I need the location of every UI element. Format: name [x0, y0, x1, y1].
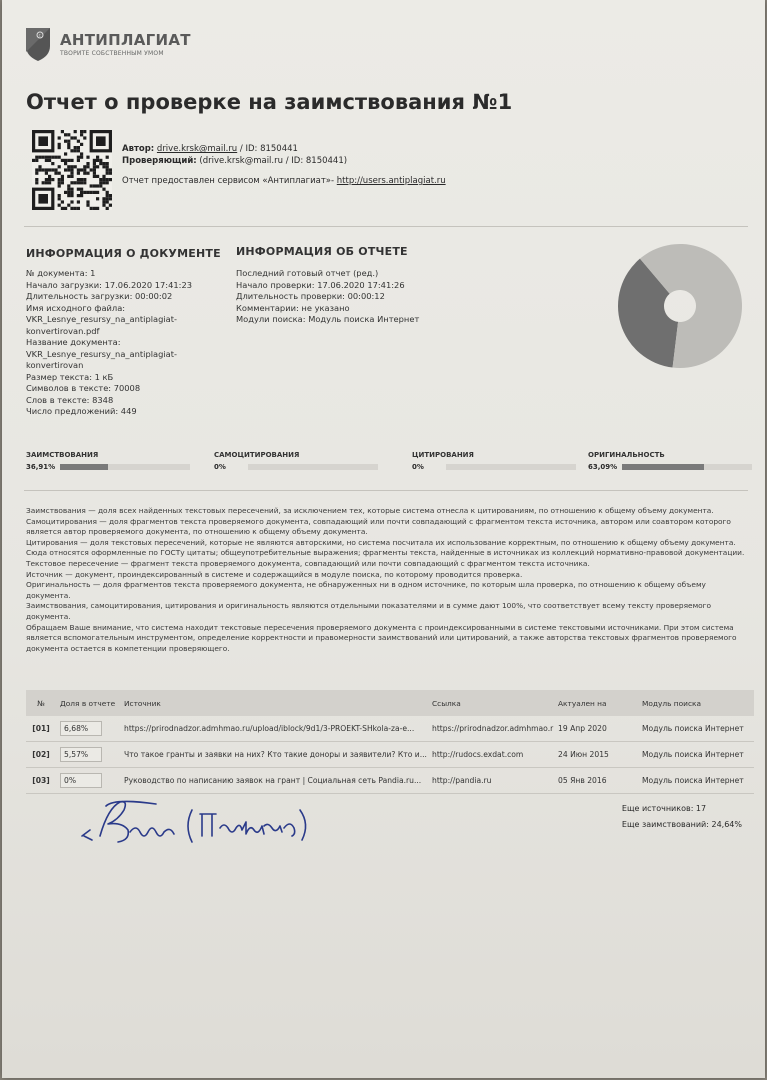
- source-share-cell: [56, 716, 120, 742]
- metric-value: 0%: [412, 463, 424, 471]
- info-line: № документа: 1: [26, 268, 96, 278]
- metric-2: [214, 451, 394, 471]
- metric-bar-fill: [60, 464, 108, 470]
- glossary-paragraph: Оригинальность — доля фрагментов текста проверяемого документа, не обнаруженных ни в одном источнике, по которым шла проверка, по отношению к общему объему документа.: [26, 580, 706, 600]
- antiplagiat-logo: [24, 26, 191, 62]
- checker-label: Проверяющий:: [122, 156, 197, 166]
- more-sources: Еще источников: 17: [621, 804, 707, 813]
- info-line: Длительность загрузки: 00:00:02: [26, 291, 173, 301]
- info-line: Начало проверки: 17.06.2020 17:41:26: [236, 279, 405, 290]
- author-line: [122, 143, 446, 155]
- table-row[interactable]: [26, 742, 754, 768]
- info-line: konvertirovan: [26, 360, 84, 370]
- author-label: Автор:: [122, 144, 155, 154]
- source-title[interactable]: Что такое гранты и заявки на них? Кто такие доноры и заявители? Кто и...: [120, 742, 428, 768]
- source-share: 0%: [60, 773, 102, 788]
- metric-bar: [60, 464, 190, 470]
- info-line: Имя исходного файла:: [26, 302, 126, 313]
- source-num: [02]: [26, 742, 56, 768]
- service-text: Отчет предоставлен сервисом «Антиплагиат»-: [122, 176, 337, 186]
- metric-label: ЗАИМСТВОВАНИЯ: [26, 451, 99, 459]
- handwritten-signature: [78, 796, 338, 854]
- source-date: 24 Июн 2015: [554, 742, 638, 768]
- metric-label: САМОЦИТИРОВАНИЯ: [214, 451, 300, 459]
- source-share: 6,68%: [60, 721, 102, 736]
- source-num: [03]: [26, 768, 56, 794]
- info-line: Последний готовый отчет (ред.): [236, 268, 379, 278]
- logo-subtitle: ТВОРИТЕ СОБСТВЕННЫМ УМОМ: [60, 50, 164, 57]
- doc-info-list: [26, 268, 192, 418]
- source-link[interactable]: http://pandia.ru: [428, 768, 554, 794]
- source-share-cell: [56, 768, 120, 794]
- originality-donut-chart: [610, 243, 750, 369]
- report-page: [2, 0, 765, 1078]
- table-row[interactable]: [26, 716, 754, 742]
- source-date: 05 Янв 2016: [554, 768, 638, 794]
- info-line: Длительность проверки: 00:00:12: [236, 291, 385, 301]
- info-line: Число предложений: 449: [26, 406, 137, 416]
- metric-value: 36,91%: [26, 463, 56, 471]
- source-num: [01]: [26, 716, 56, 742]
- svg-text:c: c: [38, 32, 41, 38]
- metric-label: ОРИГИНАЛЬНОСТЬ: [588, 451, 665, 459]
- metric-value: 0%: [214, 463, 226, 471]
- glossary-paragraph: Цитирования — доля текстовых пересечений, которые не являются авторскими, но система посчитала их использование корректным, по отношению к общему объему документа. Сюда относятся оформленные по ГОСТу цитаты; общеупотребительные выражения; фрагменты текста, найденные в источниках из коллекций нормативно-правовой документации.: [26, 537, 745, 558]
- qr-code: [32, 130, 112, 210]
- glossary-paragraph: Обращаем Ваше внимание, что система находит текстовые пересечения проверяемого документа с проиндексированными в системе текстовыми источниками. При этом система является вспомогательным инструментом, определение корректности и правомерности заимствований или цитирований, а также авторства текстовых фрагментов проверяемого документа остается в компетенции проверяющего.: [26, 622, 737, 653]
- sources-table: [26, 690, 754, 794]
- source-date: 19 Апр 2020: [554, 716, 638, 742]
- source-title[interactable]: https://prirodnadzor.admhmao.ru/upload/iblock/9d1/3-PROEKT-SHkola-za-e...: [120, 716, 428, 742]
- source-link[interactable]: http://rudocs.exdat.com: [428, 742, 554, 768]
- service-line: [122, 175, 446, 187]
- col-date-header: Актуален на: [554, 690, 638, 716]
- info-line: Комментарии: не указано: [236, 302, 350, 313]
- report-meta: [122, 143, 446, 187]
- metric-1: [26, 451, 206, 471]
- checker-line: [122, 155, 446, 167]
- info-line: VKR_Lesnye_resursy_na_antiplagiat-: [26, 314, 178, 324]
- info-line: konvertirovan.pdf: [26, 325, 100, 336]
- info-line: Слов в тексте: 8348: [26, 394, 114, 405]
- service-link[interactable]: http://users.antiplagiat.ru: [336, 176, 446, 186]
- report-info-title: ИНФОРМАЦИЯ ОБ ОТЧЕТЕ: [236, 245, 408, 258]
- source-share: 5,57%: [60, 747, 102, 762]
- info-line: Символов в тексте: 70008: [26, 383, 141, 393]
- metric-bar: [622, 464, 752, 470]
- shield-logo-icon: [24, 26, 52, 62]
- source-module: Модуль поиска Интернет: [638, 768, 754, 794]
- col-module-header: Модуль поиска: [638, 690, 754, 716]
- glossary-paragraph: Заимствования — доля всех найденных текстовых пересечений, за исключением тех, которые система отнесла к цитированиям, по отношению к общему объему документа.: [26, 506, 714, 515]
- glossary-paragraph: Заимствования, самоцитирования, цитирования и оригинальность являются отдельными показателями и в сумме дают 100%, что соответствует всему тексту проверяемого документа.: [26, 601, 712, 621]
- col-num-header: №: [26, 690, 56, 716]
- glossary-paragraph: Источник — документ, проиндексированный в системе и содержащийся в модуле поиска, по которому проводится проверка.: [26, 569, 523, 579]
- info-line: Размер текста: 1 кБ: [26, 371, 114, 382]
- table-row[interactable]: [26, 768, 754, 794]
- logo-title: АНТИПЛАГИАТ: [60, 31, 191, 49]
- metric-3: [412, 451, 592, 471]
- divider: [24, 226, 748, 227]
- col-source-header: Источник: [120, 690, 428, 716]
- metric-bar-fill: [622, 464, 704, 470]
- checker-value: (drive.krsk@mail.ru / ID: 8150441): [196, 156, 348, 166]
- table-header-row: [26, 690, 754, 716]
- glossary-paragraph: Самоцитирования — доля фрагментов текста проверяемого документа, совпадающий или почти совпадающий с фрагментом текста источника, автором или соавтором которого является автор проверяемого документа, по отношению к общему объему документа.: [26, 516, 731, 537]
- info-line: Название документа:: [26, 337, 121, 347]
- report-info-list: [236, 268, 419, 326]
- info-line: VKR_Lesnye_resursy_na_antiplagiat-: [26, 348, 178, 359]
- source-link[interactable]: https://prirodnadzor.admhmao.r: [428, 716, 554, 742]
- glossary: [26, 506, 746, 654]
- info-line: Начало загрузки: 17.06.2020 17:41:23: [26, 279, 193, 290]
- info-line: Модули поиска: Модуль поиска Интернет: [236, 314, 420, 324]
- doc-info-title: ИНФОРМАЦИЯ О ДОКУМЕНТЕ: [26, 247, 221, 260]
- more-borrowings: Еще заимствований: 24,64%: [621, 820, 742, 829]
- source-module: Модуль поиска Интернет: [638, 742, 754, 768]
- extra-summary: [622, 801, 742, 833]
- source-module: Модуль поиска Интернет: [638, 716, 754, 742]
- source-title[interactable]: Руководство по написанию заявок на грант | Социальная сеть Pandia.ru...: [120, 768, 428, 794]
- divider: [24, 490, 748, 491]
- metric-bar: [446, 464, 576, 470]
- report-title: Отчет о проверке на заимствования №1: [26, 90, 513, 114]
- source-share-cell: [56, 742, 120, 768]
- metric-label: ЦИТИРОВАНИЯ: [412, 451, 474, 459]
- metric-bar: [248, 464, 378, 470]
- col-share-header: Доля в отчете: [56, 690, 120, 716]
- metric-value: 63,09%: [588, 463, 618, 471]
- author-email-link[interactable]: drive.krsk@mail.ru: [156, 144, 238, 154]
- author-id: / ID: 8150441: [237, 144, 298, 154]
- col-link-header: Ссылка: [428, 690, 554, 716]
- metric-4: [588, 451, 767, 471]
- glossary-paragraph: Текстовое пересечение — фрагмент текста проверяемого документа, совпадающий или почти совпадающий с фрагментом текста источника.: [26, 558, 590, 568]
